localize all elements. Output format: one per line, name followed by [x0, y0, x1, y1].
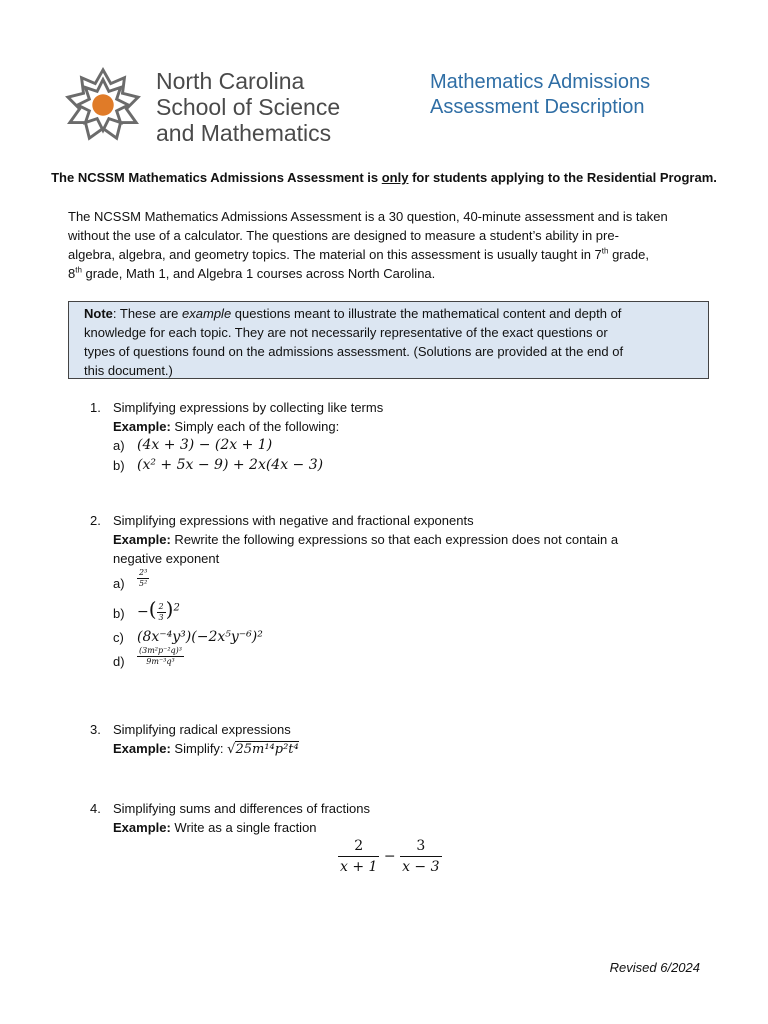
- notice-underline: only: [381, 170, 409, 185]
- expression: (4x + 3) − (2x + 1): [137, 437, 273, 453]
- school-name-line2: School of Science: [156, 94, 341, 120]
- note-line: knowledge for each topic. They are not necessarily representative of the exact questions or: [84, 325, 608, 340]
- example-line: Example: Rewrite the following expressions so that each expression does not contain a: [113, 532, 619, 547]
- intro-line: The NCSSM Mathematics Admissions Assessment is a 30 question, 40-minute assessment and is taken: [68, 209, 668, 224]
- radicand: 25m¹⁴p²t⁴: [235, 742, 299, 757]
- sub-question-b: b) −( $\frac{2}{3}$ )$^2$: [113, 597, 180, 622]
- note-box: [68, 301, 709, 379]
- revised-date: Revised 6/2024: [609, 960, 700, 975]
- item-title: Simplifying radical expressions: [113, 722, 291, 737]
- expression: (8x⁻⁴y³)(−2x⁵y⁻⁶)²: [137, 629, 263, 645]
- document-title: [430, 70, 650, 120]
- note-line: this document.): [84, 363, 173, 378]
- sub-question-b: b) (x² + 5x − 9) + 2x(4x − 3): [113, 457, 324, 473]
- note-line: Note: These are example questions meant to illustrate the mathematical content and depth of: [84, 306, 622, 321]
- sub-question-d: d) $\frac{\text{(3m²p⁻²q)³}}{\text{9m⁻³q³}}$: [113, 646, 183, 669]
- notice-text-pre: The NCSSM Mathematics Admissions Assessment is: [51, 170, 382, 185]
- intro-line: 8th grade, Math 1, and Algebra 1 courses across North Carolina.: [68, 265, 436, 281]
- item-number: 2.: [90, 513, 101, 528]
- note-line: types of questions found on the admissions assessment. (Solutions are provided at the end of: [84, 344, 624, 359]
- document-title-line1: Mathematics Admissions: [430, 71, 651, 93]
- notice-text-post: for students applying to the Residential Program.: [408, 170, 717, 185]
- example-line: Example: Write as a single fraction: [113, 820, 317, 835]
- note-label: Note: [84, 306, 113, 321]
- fraction-denominator: x + 1: [340, 859, 378, 875]
- sub-question-a: a) (4x + 3) − (2x + 1): [113, 437, 273, 453]
- item-title: Simplifying expressions with negative and fractional exponents: [113, 513, 474, 528]
- school-name-line1: North Carolina: [156, 68, 305, 94]
- radical-sign: √: [227, 742, 236, 757]
- fraction-denominator: x − 3: [402, 859, 440, 875]
- minus-sign: −: [383, 848, 396, 865]
- residential-notice: [0, 170, 768, 185]
- fraction-denominator: 3: [158, 612, 164, 622]
- sub-question-a: a) $\frac{\text{2³}}{\text{5²}}$: [113, 568, 148, 591]
- fraction-numerator: 3: [400, 836, 441, 857]
- ncssm-logo: [64, 66, 142, 144]
- intro-line: without the use of a calculator. The questions are designed to measure a student’s ability in pre-: [68, 228, 619, 243]
- sub-question-c: c) (8x⁻⁴y³)(−2x⁵y⁻⁶)²: [113, 629, 263, 645]
- intro-line: algebra, algebra, and geometry topics. The material on this assessment is usually taught in 7th grade,: [68, 246, 649, 262]
- item-number: 3.: [90, 722, 101, 737]
- example-line: Example: Simply each of the following:: [113, 419, 340, 434]
- fraction-expression: [338, 836, 442, 877]
- intro-paragraph: [68, 207, 708, 283]
- item-title: Simplifying sums and differences of fractions: [113, 801, 370, 816]
- document-title-line2: Assessment Description: [430, 96, 645, 118]
- fraction-denominator: 9m⁻³q³: [146, 657, 175, 666]
- item-number: 4.: [90, 801, 101, 816]
- school-name-line3: and Mathematics: [156, 120, 332, 146]
- fraction-numerator: 2³: [139, 568, 148, 577]
- example-line: Example: Simplify: √25m¹⁴p²t⁴: [113, 741, 299, 757]
- fraction-numerator: 2: [158, 601, 164, 611]
- expression: (x² + 5x − 9) + 2x(4x − 3): [137, 457, 324, 473]
- example-line-cont: negative exponent: [113, 551, 220, 566]
- item-title: Simplifying expressions by collecting like terms: [113, 400, 384, 415]
- fraction-numerator: 2: [338, 836, 379, 857]
- fraction-denominator: 5²: [139, 579, 148, 588]
- fraction-numerator: (3m²p⁻²q)³: [139, 646, 183, 655]
- school-name: [156, 68, 340, 146]
- item-number: 1.: [90, 400, 101, 415]
